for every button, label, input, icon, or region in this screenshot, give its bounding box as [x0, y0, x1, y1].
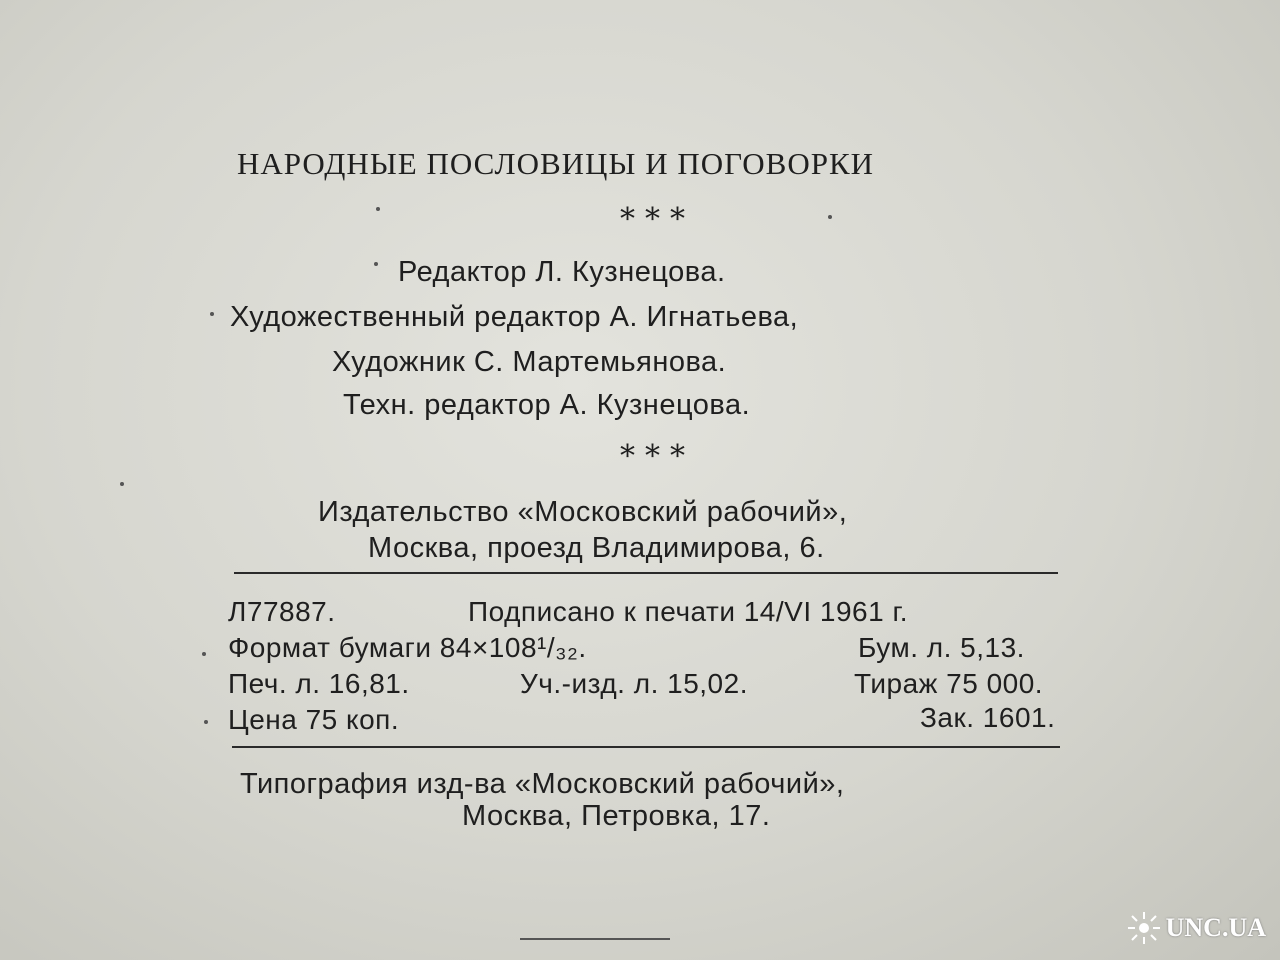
speck [120, 482, 124, 486]
show-through-text [1090, 90, 1136, 120]
printer-name: Типография изд-ва «Московский рабочий», [240, 768, 845, 800]
publisher-name: Издательство «Московский рабочий», [318, 496, 848, 528]
book-title: НАРОДНЫЕ ПОСЛОВИЦЫ И ПОГОВОРКИ [237, 146, 875, 181]
imprint-code: Л77887. [228, 596, 336, 627]
speck [374, 262, 378, 266]
watermark [1126, 910, 1266, 946]
printer-address: Москва, Петровка, 17. [462, 800, 771, 832]
watermark-text: UNC.UA [1165, 913, 1266, 942]
sunburst-logo-icon [1126, 910, 1162, 946]
divider-top [234, 572, 1058, 574]
speck [202, 652, 206, 656]
imprint-edit-sheets: Уч.-изд. л. 15,02. [520, 668, 748, 699]
speck [828, 215, 832, 219]
credit-editor: Редактор Л. Кузнецова. [398, 256, 726, 288]
imprint-signed: Подписано к печати 14/VI 1961 г. [468, 596, 909, 627]
publisher-address: Москва, проезд Владимирова, 6. [368, 532, 825, 564]
speck [204, 720, 208, 724]
imprint-price: Цена 75 коп. [228, 704, 400, 735]
end-rule [520, 938, 670, 940]
imprint-order: Зак. 1601. [920, 702, 1056, 733]
divider-bottom [232, 746, 1060, 748]
imprint-run: Тираж 75 000. [854, 668, 1044, 699]
imprint-format: Формат бумаги 84×108¹/₃₂. [228, 632, 587, 663]
credit-art-editor: Художественный редактор А. Игнатьева, [230, 301, 799, 333]
imprint-paper-sheets: Бум. л. 5,13. [858, 632, 1025, 663]
credit-tech-editor: Техн. редактор А. Кузнецова. [343, 389, 751, 421]
imprint-print-sheets: Печ. л. 16,81. [228, 668, 410, 699]
separator-stars-2: *** [620, 439, 695, 474]
speck [376, 207, 380, 211]
speck [210, 312, 214, 316]
credit-artist: Художник С. Мартемьянова. [332, 346, 727, 378]
separator-stars-1: *** [620, 202, 695, 237]
